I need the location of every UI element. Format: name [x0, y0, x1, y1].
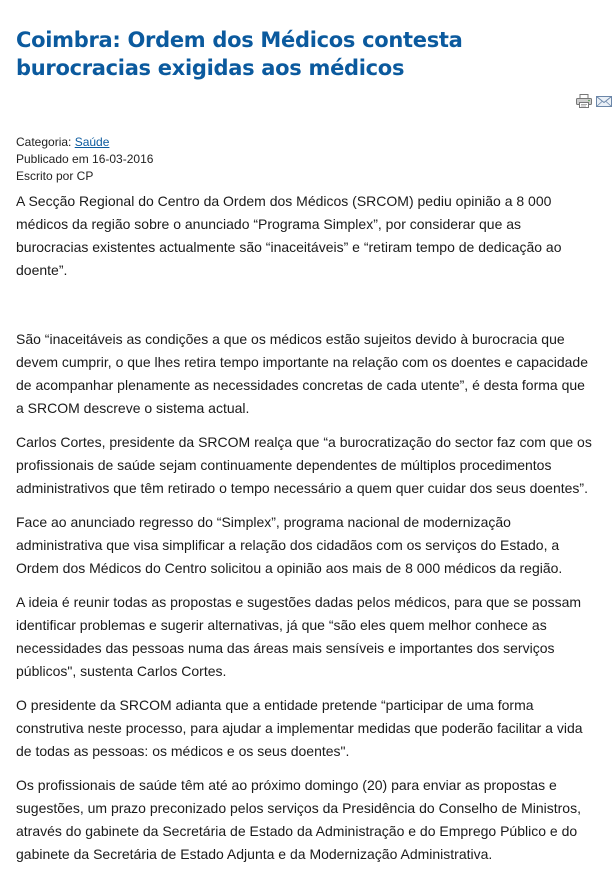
article-meta [16, 134, 596, 185]
article [16, 26, 596, 877]
author: Escrito por CP [16, 169, 94, 183]
category-link[interactable]: Saúde [74, 135, 110, 149]
print-icon[interactable] [576, 94, 592, 108]
paragraph: Face ao anunciado regresso do “Simplex”, programa nacional de modernização administrativa que visa simplificar a relação dos cidadãos com os serviços do Estado, a Ordem dos Médicos do Centro solicitou a opinião aos mais de 8 000 médicos da região. [16, 514, 563, 576]
article-title: Coimbra: Ordem dos Médicos contesta burocracias exigidas aos médicos [16, 28, 463, 80]
published-date: Publicado em 16-03-2016 [16, 152, 154, 166]
paragraph: Carlos Cortes, presidente da SRCOM realça que “a burocratização do sector faz com que os profissionais de saúde sejam continuamente dependentes de múltiplos procedimentos administrativos que têm retirado o tempo necessário a quem quer cuidar dos seus doentes”. [16, 434, 592, 496]
paragraph: A Secção Regional do Centro da Ordem dos Médicos (SRCOM) pediu opinião a 8 000 médicos da região sobre o anunciado “Programa Simplex”, por considerar que as burocracias existentes actualmente são “inaceitáveis” e “retiram tempo de dedicação ao doente”. [16, 193, 562, 278]
article-tools [576, 94, 612, 108]
email-icon[interactable] [596, 94, 612, 108]
paragraph: Os profissionais de saúde têm até ao próximo domingo (20) para enviar as propostas e sugestões, um prazo preconizado pelos serviços da Presidência do Conselho de Ministros, através do gabinete da Secretária de Estado da Administração e do Emprego Público e do gabinete da Secretária de Estado Adjunta e da Modernização Administrativa. [16, 777, 581, 862]
category-line [16, 134, 596, 151]
paragraph: São “inaceitáveis as condições a que os médicos estão sujeitos devido à burocracia que devem cumprir, o que lhes retira tempo importante na relação com os doentes e capacidade de acompanhar plenamente as necessidades concretas de cada utente”, é desta forma que a SRCOM descreve o sistema actual. [16, 331, 588, 416]
paragraph: O presidente da SRCOM adianta que a entidade pretende “participar de uma forma construtiva neste processo, para ajudar a implementar medidas que poderão facilitar a vida de todas as pessoas: os médicos e os seus doentes". [16, 697, 583, 759]
article-body [16, 190, 596, 866]
category-label: Categoria: [16, 135, 75, 149]
paragraph: A ideia é reunir todas as propostas e sugestões dadas pelos médicos, para que se possam identificar problemas e sugerir alternativas, já que “são eles quem melhor conhece as necessidades das pessoas numa das áreas mais sensíveis e importantes dos serviços públicos", sustenta Carlos Cortes. [16, 594, 582, 679]
